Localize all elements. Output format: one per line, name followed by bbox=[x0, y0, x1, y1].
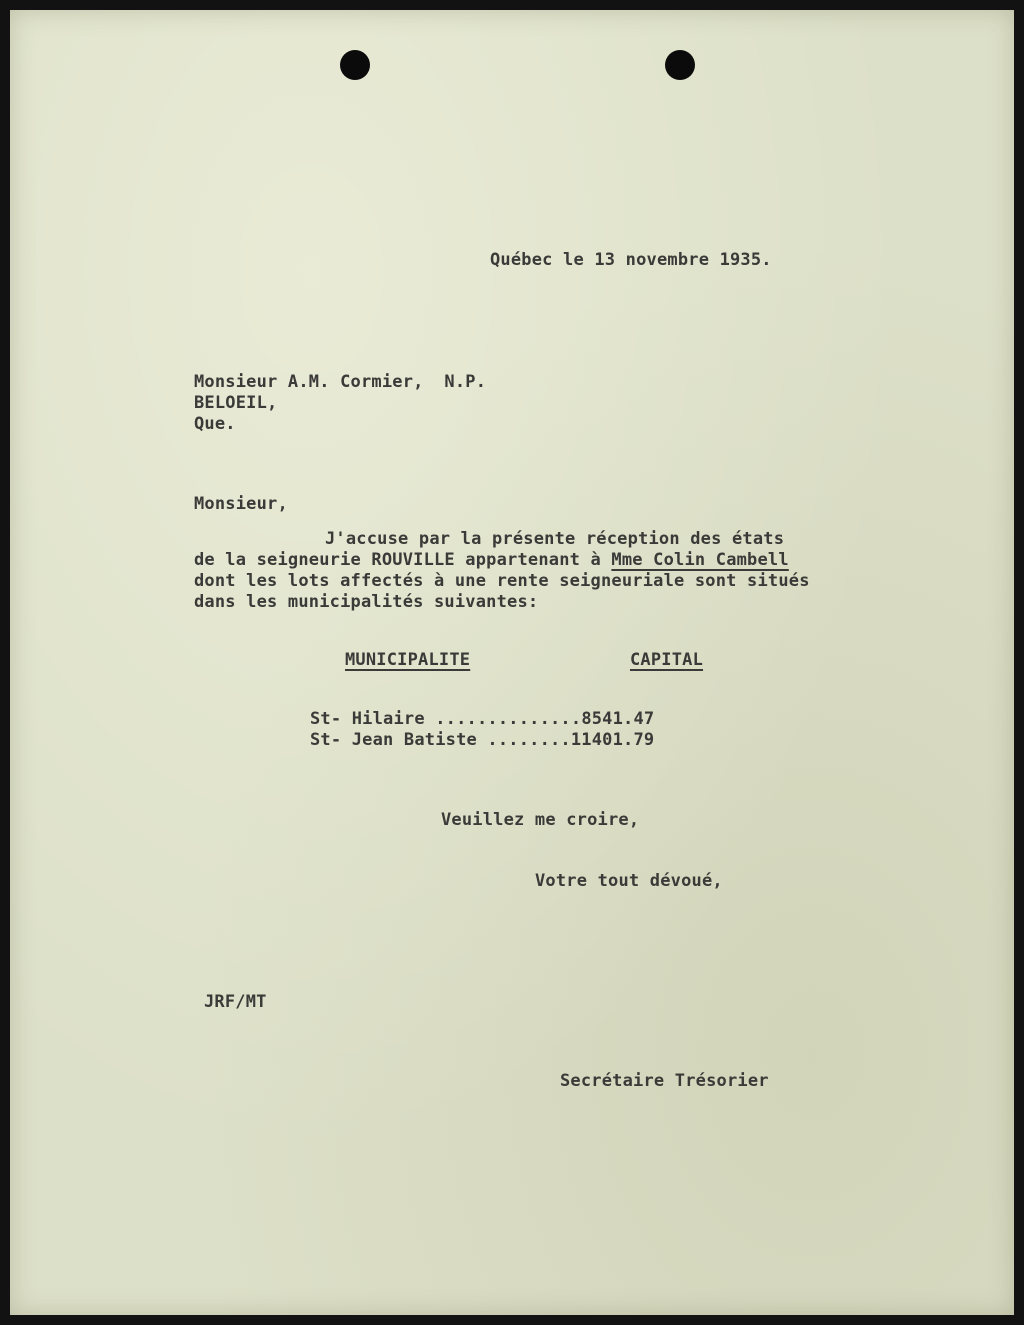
punch-hole-left bbox=[340, 50, 370, 80]
recipient-province: Que. bbox=[194, 414, 236, 434]
letter-page bbox=[10, 10, 1014, 1315]
closing-line-1: Veuillez me croire, bbox=[441, 810, 640, 830]
row-value: 11401.79 bbox=[570, 730, 655, 750]
signature-title: Secrétaire Trésorier bbox=[560, 1071, 769, 1091]
body-line-1: J'accuse par la présente réception des états bbox=[325, 529, 785, 549]
recipient-city: BELOEIL, bbox=[194, 393, 278, 413]
row-value: 8541.47 bbox=[581, 709, 655, 729]
punch-hole-right bbox=[665, 50, 695, 80]
letter-date: Québec le 13 novembre 1935. bbox=[490, 250, 772, 270]
body-line-2 bbox=[194, 550, 789, 570]
table-header-capital: CAPITAL bbox=[630, 650, 704, 670]
typist-initials: JRF/MT bbox=[204, 992, 267, 1012]
row-label: St- Jean Batiste ........ bbox=[310, 730, 571, 750]
body-line-3: dont les lots affectés à une rente seigneuriale sont situés bbox=[194, 571, 810, 591]
row-label: St- Hilaire .............. bbox=[310, 709, 582, 729]
recipient-name: Monsieur A.M. Cormier, N.P. bbox=[194, 372, 487, 392]
body-line-4: dans les municipalités suivantes: bbox=[194, 592, 539, 612]
closing-line-2: Votre tout dévoué, bbox=[535, 871, 723, 891]
body-line-2-text: de la seigneurie ROUVILLE appartenant à bbox=[194, 550, 612, 570]
salutation: Monsieur, bbox=[194, 494, 288, 514]
table-row bbox=[310, 730, 654, 750]
table-row bbox=[310, 709, 654, 729]
owner-name: Mme Colin Cambell bbox=[611, 550, 789, 570]
table-header-municipalite: MUNICIPALITE bbox=[345, 650, 471, 670]
